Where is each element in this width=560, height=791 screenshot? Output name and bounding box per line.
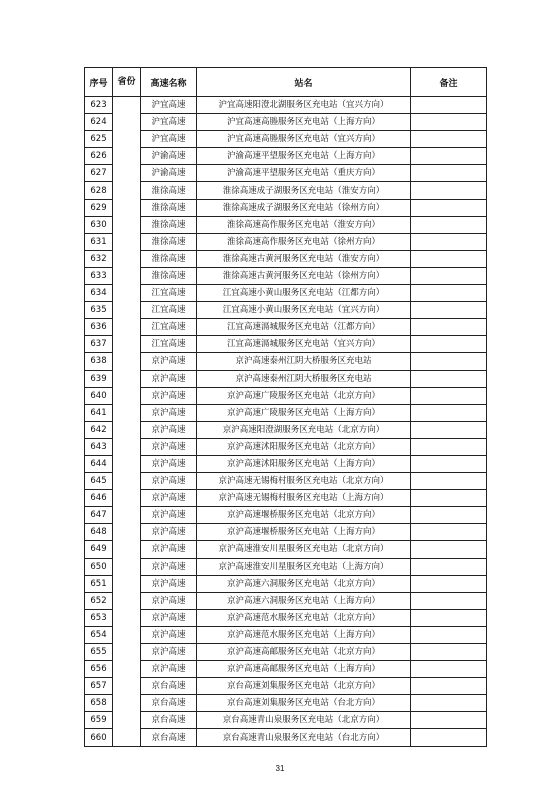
table-row (85, 644, 487, 661)
table-row (85, 302, 487, 319)
row-number: 645 (85, 473, 113, 490)
remark-cell (411, 712, 487, 729)
table-row (85, 712, 487, 729)
row-number: 648 (85, 524, 113, 541)
highway-name: 京沪高速 (141, 609, 197, 626)
station-name: 江宜高速小黄山服务区充电站（宜兴方向） (197, 302, 411, 319)
row-number: 641 (85, 404, 113, 421)
table-row (85, 148, 487, 165)
highway-name: 京沪高速 (141, 661, 197, 678)
table-row (85, 438, 487, 455)
station-name: 京沪高速堰桥服务区充电站（北京方向） (197, 507, 411, 524)
row-number: 643 (85, 438, 113, 455)
highway-name: 京沪高速 (141, 438, 197, 455)
row-number: 633 (85, 267, 113, 284)
table-body (85, 97, 487, 747)
station-name: 京沪高速范水服务区充电站（上海方向） (197, 626, 411, 643)
row-number: 632 (85, 250, 113, 267)
page-number: 31 (275, 764, 285, 773)
station-name: 江宜高速滆城服务区充电站（江都方向） (197, 319, 411, 336)
remark-cell (411, 267, 487, 284)
row-number: 654 (85, 626, 113, 643)
table-row (85, 404, 487, 421)
remark-cell (411, 216, 487, 233)
station-name: 淮徐高速高作服务区充电站（淮安方向） (197, 216, 411, 233)
table-row (85, 114, 487, 131)
remark-cell (411, 575, 487, 592)
highway-name: 沪宜高速 (141, 97, 197, 114)
remark-cell (411, 473, 487, 490)
station-name: 淮徐高速成子湖服务区充电站（徐州方向） (197, 199, 411, 216)
table-row (85, 592, 487, 609)
station-name: 京沪高速广陵服务区充电站（上海方向） (197, 404, 411, 421)
station-name: 沪宜高速高塍服务区充电站（宜兴方向） (197, 131, 411, 148)
station-name: 京沪高速淮安川星服务区充电站（北京方向） (197, 541, 411, 558)
table-row (85, 421, 487, 438)
row-number: 635 (85, 302, 113, 319)
table-row (85, 199, 487, 216)
remark-cell (411, 404, 487, 421)
table-row (85, 250, 487, 267)
station-name: 京沪高速广陵服务区充电站（北京方向） (197, 387, 411, 404)
table-row (85, 729, 487, 746)
row-number: 644 (85, 455, 113, 472)
remark-cell (411, 165, 487, 182)
table-row (85, 558, 487, 575)
highway-name: 沪渝高速 (141, 165, 197, 182)
highway-name: 京沪高速 (141, 524, 197, 541)
table-row (85, 626, 487, 643)
highway-name: 京台高速 (141, 695, 197, 712)
row-number: 656 (85, 661, 113, 678)
remark-cell (411, 661, 487, 678)
table-row (85, 336, 487, 353)
highway-name: 淮徐高速 (141, 182, 197, 199)
highway-name: 淮徐高速 (141, 199, 197, 216)
highway-name: 京沪高速 (141, 575, 197, 592)
highway-name: 京台高速 (141, 678, 197, 695)
remark-cell (411, 233, 487, 250)
row-number: 651 (85, 575, 113, 592)
highway-name: 京沪高速 (141, 626, 197, 643)
station-name: 江宜高速滆城服务区充电站（宜兴方向） (197, 336, 411, 353)
remark-cell (411, 626, 487, 643)
station-name: 淮徐高速成子湖服务区充电站（淮安方向） (197, 182, 411, 199)
station-name: 京台高速青山泉服务区充电站（台北方向） (197, 729, 411, 746)
station-name: 京台高速刘集服务区充电站（北京方向） (197, 678, 411, 695)
row-number: 627 (85, 165, 113, 182)
station-name: 京沪高速堰桥服务区充电站（上海方向） (197, 524, 411, 541)
row-number: 631 (85, 233, 113, 250)
row-number: 659 (85, 712, 113, 729)
row-number: 658 (85, 695, 113, 712)
header-row (85, 68, 487, 97)
table-row (85, 387, 487, 404)
station-name: 京沪高速六洞服务区充电站（上海方向） (197, 592, 411, 609)
remark-cell (411, 114, 487, 131)
highway-name: 沪渝高速 (141, 148, 197, 165)
row-number: 623 (85, 97, 113, 114)
table-row (85, 455, 487, 472)
remark-cell (411, 302, 487, 319)
remark-cell (411, 148, 487, 165)
row-number: 638 (85, 353, 113, 370)
row-number: 639 (85, 370, 113, 387)
table-row (85, 661, 487, 678)
header-highway: 高速名称 (141, 68, 197, 97)
table-row (85, 319, 487, 336)
remark-cell (411, 729, 487, 746)
row-number: 624 (85, 114, 113, 131)
remark-cell (411, 592, 487, 609)
highway-name: 京沪高速 (141, 353, 197, 370)
row-number: 655 (85, 644, 113, 661)
table-row (85, 131, 487, 148)
table-row (85, 370, 487, 387)
remark-cell (411, 319, 487, 336)
station-name: 沪渝高速平望服务区充电站（重庆方向） (197, 165, 411, 182)
highway-name: 沪宜高速 (141, 114, 197, 131)
highway-name: 淮徐高速 (141, 216, 197, 233)
remark-cell (411, 438, 487, 455)
table-row (85, 473, 487, 490)
row-number: 636 (85, 319, 113, 336)
header-num: 序号 (85, 68, 113, 97)
station-name: 京沪高速淮安川星服务区充电站（上海方向） (197, 558, 411, 575)
row-number: 653 (85, 609, 113, 626)
row-number: 649 (85, 541, 113, 558)
table-row (85, 165, 487, 182)
remark-cell (411, 644, 487, 661)
remark-cell (411, 455, 487, 472)
highway-name: 江宜高速 (141, 319, 197, 336)
station-name: 京沪高速无锡梅村服务区充电站（上海方向） (197, 490, 411, 507)
highway-name: 京沪高速 (141, 370, 197, 387)
remark-cell (411, 507, 487, 524)
highway-name: 京沪高速 (141, 387, 197, 404)
highway-name: 京沪高速 (141, 541, 197, 558)
remark-cell (411, 250, 487, 267)
station-name: 京台高速刘集服务区充电站（台北方向） (197, 695, 411, 712)
row-number: 642 (85, 421, 113, 438)
table-row (85, 507, 487, 524)
highway-name: 京沪高速 (141, 592, 197, 609)
row-number: 647 (85, 507, 113, 524)
province-cell (113, 97, 141, 747)
row-number: 640 (85, 387, 113, 404)
highway-name: 京沪高速 (141, 455, 197, 472)
station-name: 淮徐高速古黄河服务区充电站（淮安方向） (197, 250, 411, 267)
table-row (85, 575, 487, 592)
highway-name: 京沪高速 (141, 644, 197, 661)
row-number: 650 (85, 558, 113, 575)
highway-name: 京沪高速 (141, 404, 197, 421)
row-number: 629 (85, 199, 113, 216)
remark-cell (411, 353, 487, 370)
highway-name: 江宜高速 (141, 302, 197, 319)
row-number: 634 (85, 285, 113, 302)
remark-cell (411, 678, 487, 695)
remark-cell (411, 182, 487, 199)
highway-name: 江宜高速 (141, 336, 197, 353)
highway-name: 江宜高速 (141, 285, 197, 302)
highway-name: 沪宜高速 (141, 131, 197, 148)
remark-cell (411, 199, 487, 216)
stations-table (84, 67, 487, 747)
row-number: 628 (85, 182, 113, 199)
highway-name: 京沪高速 (141, 507, 197, 524)
highway-name: 淮徐高速 (141, 233, 197, 250)
header-station-name: 站名 (197, 68, 411, 97)
highway-name: 京台高速 (141, 712, 197, 729)
station-name: 淮徐高速古黄河服务区充电站（徐州方向） (197, 267, 411, 284)
highway-name: 京沪高速 (141, 490, 197, 507)
table-row (85, 233, 487, 250)
header-remark: 备注 (411, 68, 487, 97)
highway-name: 淮徐高速 (141, 267, 197, 284)
table-row (85, 678, 487, 695)
highway-name: 淮徐高速 (141, 250, 197, 267)
remark-cell (411, 285, 487, 302)
station-name: 京沪高速沭阳服务区充电站（北京方向） (197, 438, 411, 455)
remark-cell (411, 336, 487, 353)
remark-cell (411, 609, 487, 626)
row-number: 646 (85, 490, 113, 507)
row-number: 630 (85, 216, 113, 233)
remark-cell (411, 97, 487, 114)
highway-name: 京沪高速 (141, 421, 197, 438)
station-name: 京沪高速沭阳服务区充电站（上海方向） (197, 455, 411, 472)
row-number: 637 (85, 336, 113, 353)
station-name: 沪宜高速阳澄北湖服务区充电站（宜兴方向） (197, 97, 411, 114)
table-row (85, 490, 487, 507)
station-name: 京沪高速阳澄湖服务区充电站（北京方向） (197, 421, 411, 438)
highway-name: 京沪高速 (141, 473, 197, 490)
station-name: 沪宜高速高塍服务区充电站（上海方向） (197, 114, 411, 131)
station-name: 京沪高速高邮服务区充电站（北京方向） (197, 644, 411, 661)
station-name: 沪渝高速平望服务区充电站（上海方向） (197, 148, 411, 165)
remark-cell (411, 541, 487, 558)
highway-name: 京台高速 (141, 729, 197, 746)
highway-name: 京沪高速 (141, 558, 197, 575)
station-name: 江宜高速小黄山服务区充电站（江都方向） (197, 285, 411, 302)
remark-cell (411, 421, 487, 438)
row-number: 652 (85, 592, 113, 609)
row-number: 625 (85, 131, 113, 148)
table-row (85, 695, 487, 712)
row-number: 657 (85, 678, 113, 695)
remark-cell (411, 558, 487, 575)
row-number: 660 (85, 729, 113, 746)
table-row (85, 609, 487, 626)
station-name: 京沪高速无锡梅村服务区充电站（北京方向） (197, 473, 411, 490)
remark-cell (411, 695, 487, 712)
station-name: 京沪高速六洞服务区充电站（北京方向） (197, 575, 411, 592)
station-name: 京台高速青山泉服务区充电站（北京方向） (197, 712, 411, 729)
table-row (85, 216, 487, 233)
row-number: 626 (85, 148, 113, 165)
station-name: 京沪高速高邮服务区充电站（上海方向） (197, 661, 411, 678)
table-row (85, 541, 487, 558)
remark-cell (411, 490, 487, 507)
table-row (85, 524, 487, 541)
station-name: 京沪高速泰州江阴大桥服务区充电站 (197, 370, 411, 387)
station-name: 京沪高速泰州江阴大桥服务区充电站 (197, 353, 411, 370)
station-name: 淮徐高速高作服务区充电站（徐州方向） (197, 233, 411, 250)
table-row (85, 285, 487, 302)
header-province: 省份 (113, 68, 141, 97)
remark-cell (411, 524, 487, 541)
station-name: 京沪高速范水服务区充电站（北京方向） (197, 609, 411, 626)
table-row (85, 353, 487, 370)
table-row (85, 182, 487, 199)
remark-cell (411, 131, 487, 148)
remark-cell (411, 370, 487, 387)
table-row (85, 267, 487, 284)
remark-cell (411, 387, 487, 404)
table-row (85, 97, 487, 114)
